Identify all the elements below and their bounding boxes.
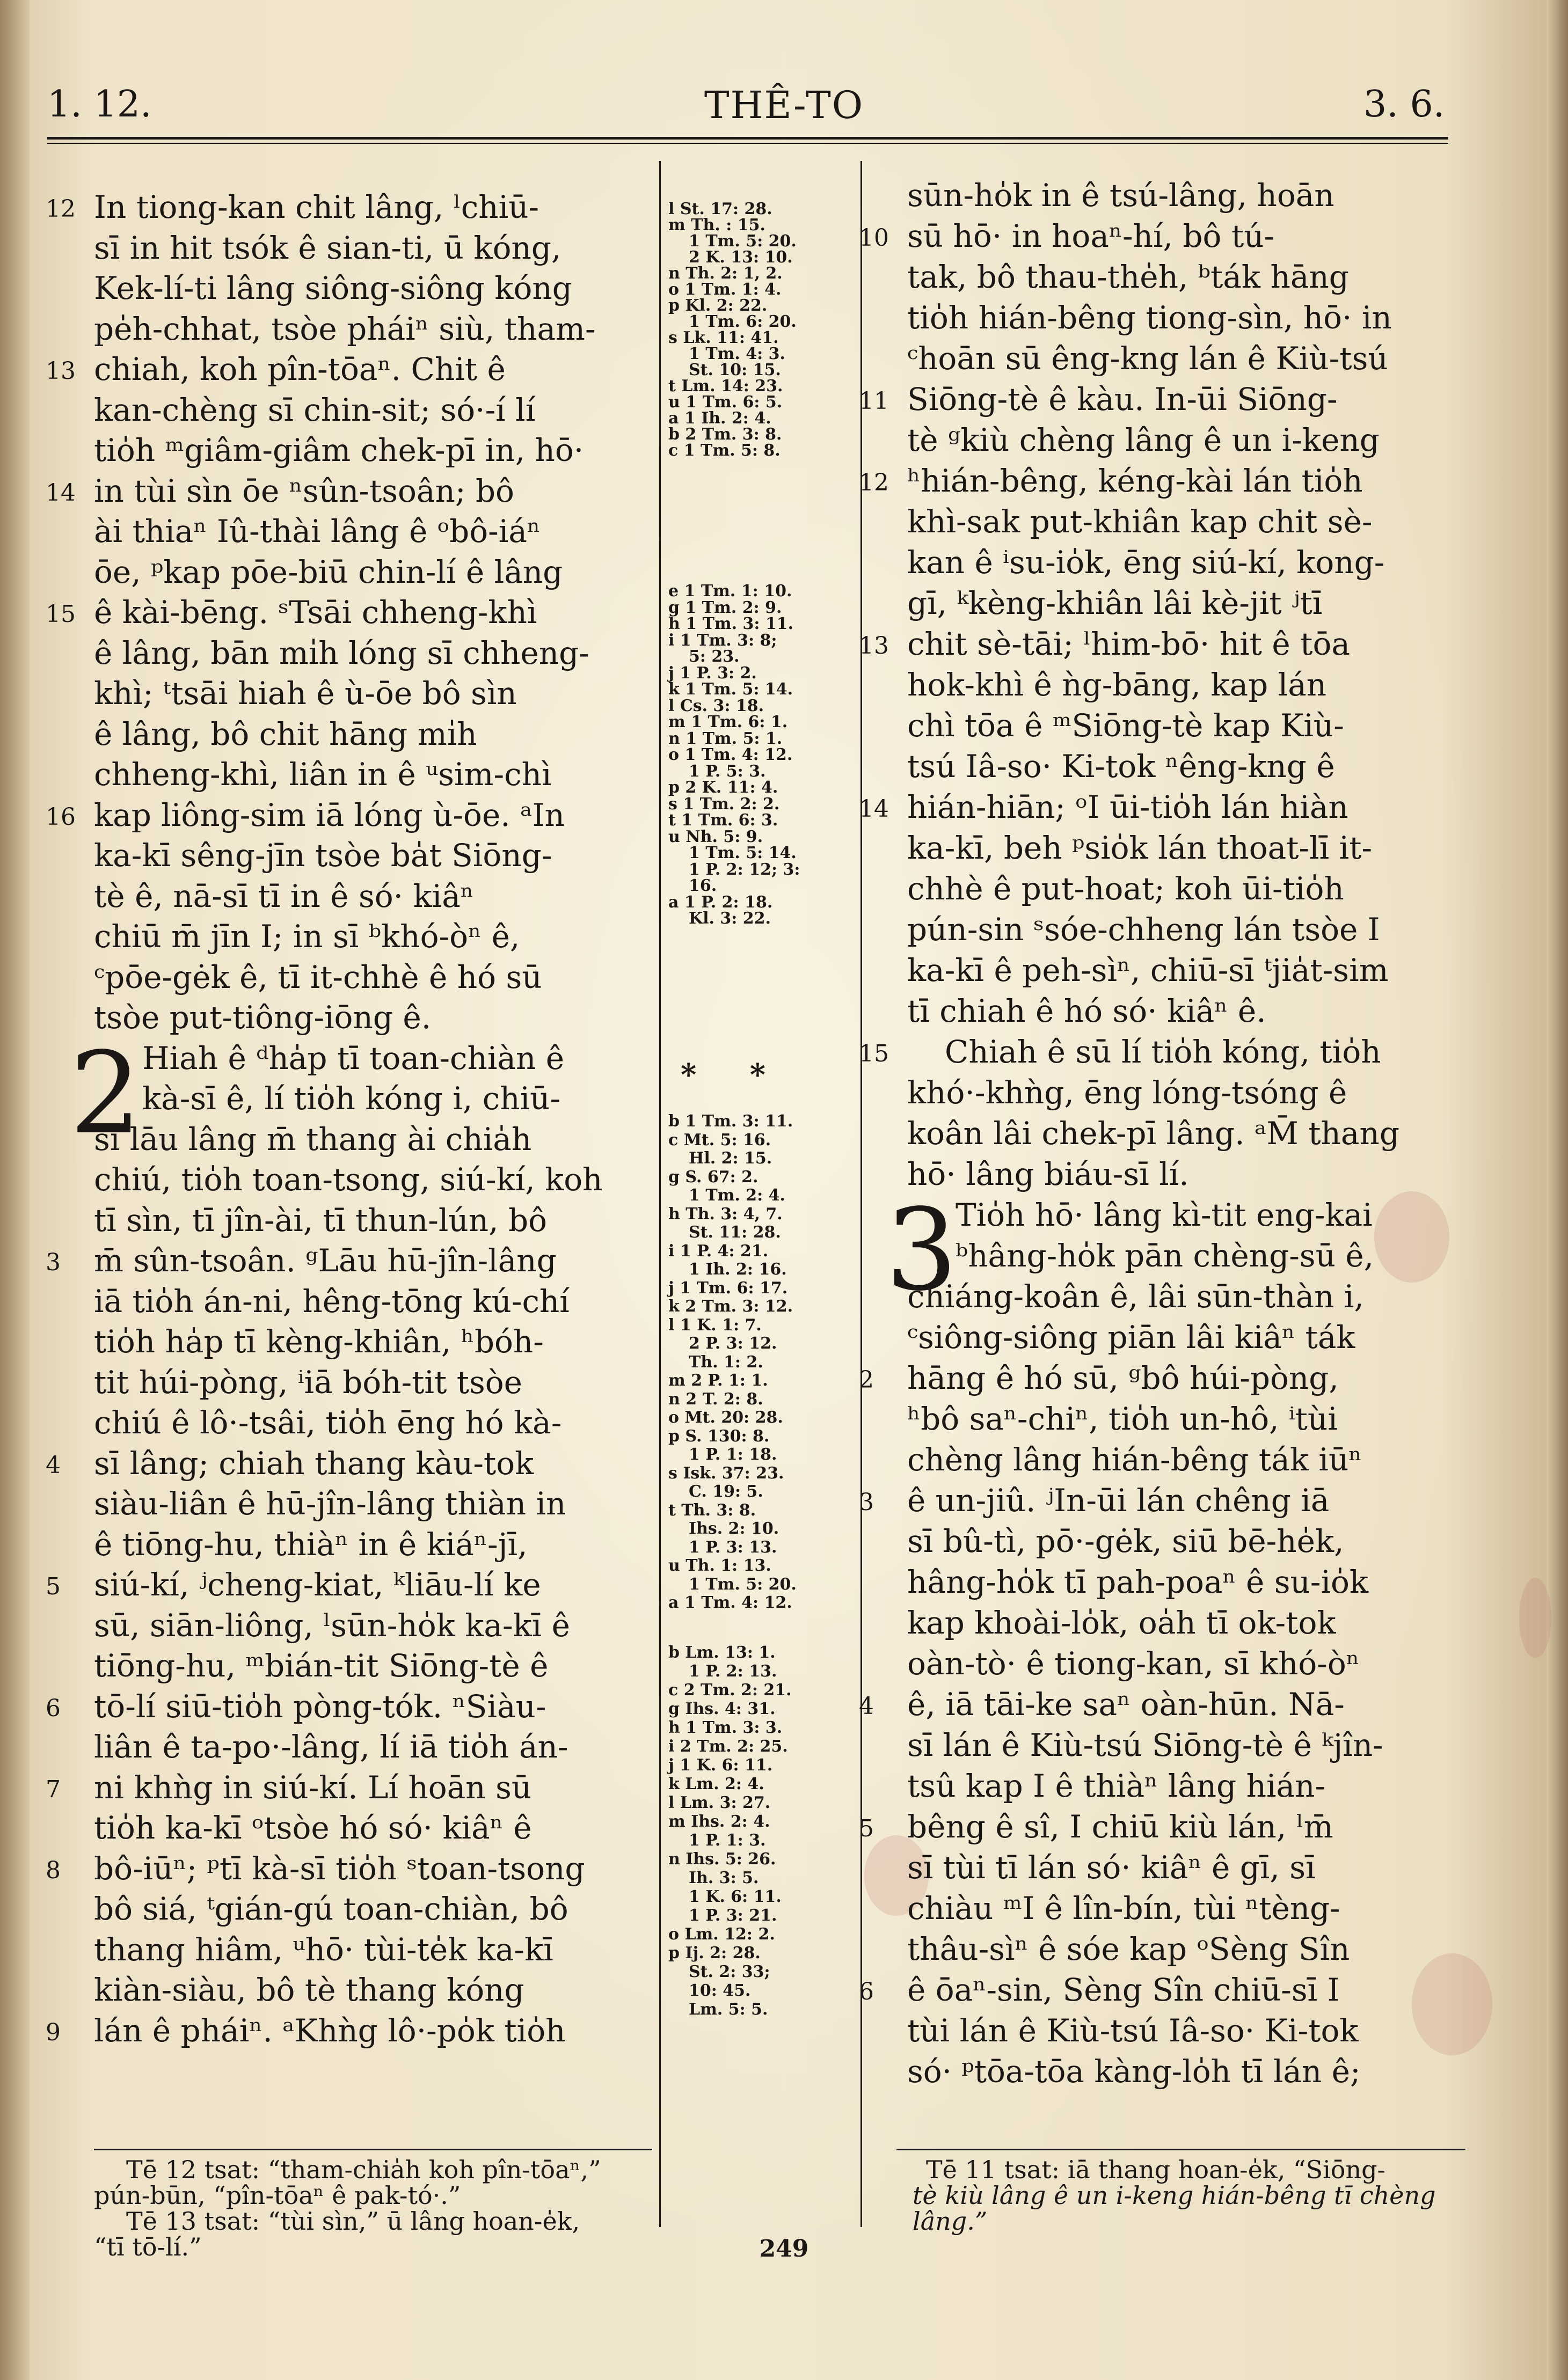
cross-reference: j 1 P. 3: 2.	[668, 663, 757, 683]
verse-text-line: ʰhián-bêng, kéng-kài lán tio̍h	[907, 463, 1363, 499]
verse-number: 15	[46, 601, 76, 628]
verse-number: 12	[46, 195, 76, 223]
cross-reference: l 1 K. 1: 7.	[668, 1315, 762, 1335]
cross-reference: 1 Tm. 5: 20.	[689, 232, 797, 251]
cross-reference: m 1 Tm. 6: 1.	[668, 713, 788, 731]
cross-reference: 1 P. 2: 13.	[689, 1662, 777, 1681]
column-rule-left	[659, 161, 661, 2227]
verse-text-line: chiú ê lô·-tsâi, tio̍h ēng hó kà-	[94, 1404, 562, 1441]
cross-reference: c Mt. 5: 16.	[668, 1130, 771, 1149]
verse-text-line: liân ê ta-po·-lâng, lí iā tio̍h án-	[94, 1729, 568, 1765]
verse-number: 16	[46, 803, 76, 831]
verse-text-line: sī in hit tsók ê sian-ti, ū kóng,	[94, 229, 561, 266]
verse-text-line: hok-khì ê ǹg-bāng, kap lán	[907, 667, 1327, 703]
verse-text-line: chiáng-koân ê, lâi sūn-thàn i,	[907, 1278, 1364, 1315]
cross-reference: s Isk. 37: 23.	[668, 1463, 784, 1483]
verse-text-line: tio̍h ka-kī ᵒtsòe hó só· kiâⁿ ê	[94, 1810, 532, 1846]
verse-text-line: khì-sak put-khiân kap chit sè-	[907, 503, 1373, 540]
cross-reference: l Cs. 3: 18.	[668, 696, 764, 715]
verse-number: 14	[859, 795, 889, 823]
verse-text-line: oàn-tò· ê tiong-kan, sī khó-òⁿ	[907, 1645, 1360, 1682]
cross-reference: b 2 Tm. 3: 8.	[668, 425, 782, 444]
cross-reference: 1 P. 5: 3.	[689, 761, 766, 781]
footnote-line: Tē 13 tsat: “tùi sìn,” ū lâng hoan-e̍k,	[126, 2207, 580, 2236]
verse-text-line: tio̍h hián-bêng tiong-sìn, hō· in	[907, 299, 1392, 336]
cross-reference: St. 2: 33;	[689, 1962, 770, 1981]
verse-text-line: tsú Iâ-so· Ki-tok ⁿêng-kng ê	[907, 748, 1335, 785]
verse-text-line: sī lāu lâng m̄ thang ài chia̍h	[94, 1121, 532, 1158]
cross-reference: Kl. 3: 22.	[689, 909, 771, 928]
cross-reference: j 1 Tm. 6: 17.	[668, 1278, 788, 1298]
verse-text-line: tio̍h ᵐgiâm-giâm chek-pī in, hō·	[94, 432, 584, 468]
footnote-rule-left	[94, 2149, 652, 2150]
verse-number: 9	[46, 2018, 61, 2046]
verse-text-line: sī lâng; chiah thang kàu-tok	[94, 1445, 534, 1482]
verse-text-line: ka-kī ê peh-sìⁿ, chiū-sī ᵗjia̍t-sim	[907, 952, 1389, 988]
cross-reference: c 1 Tm. 5: 8.	[668, 441, 781, 460]
verse-text-line: chit sè-tāi; ˡhim-bō· hit ê tōa	[907, 626, 1350, 662]
footnote-line: tè kiù lâng ê un i-keng hián-bêng tī chèng	[913, 2181, 1436, 2210]
verse-text-line: khì; ᵗtsāi hiah ê ù-ōe bô sìn	[94, 675, 517, 712]
verse-text-line: ê lâng, bô chit hāng mi̍h	[94, 715, 477, 752]
cross-reference: c 2 Tm. 2: 21.	[668, 1681, 792, 1700]
verse-text-line: ê lâng, bān mi̍h lóng sī chheng-	[94, 634, 589, 671]
verse-text-line: bêng ê sî, I chiū kiù lán, ˡm̄	[907, 1808, 1333, 1845]
verse-number: 5	[859, 1815, 874, 1842]
cross-reference: 1 Tm. 4: 3.	[689, 345, 785, 363]
footnote-line: Tē 11 tsat: iā thang hoan-e̍k, “Siōng-	[926, 2155, 1386, 2184]
verse-text-line: ᶜpōe-gėk ê, tī it-chhè ê hó sū	[94, 958, 542, 995]
verse-text-line: bô-iūⁿ; ᵖtī kà-sī tio̍h ˢtoan-tsong	[94, 1850, 585, 1887]
header-rule-thin	[47, 143, 1448, 144]
cross-reference: 1 P. 1: 3.	[689, 1831, 766, 1850]
verse-text-line: tit húi-pòng, ⁱiā bóh-tit tsòe	[94, 1364, 523, 1401]
verse-text-line: sūn-ho̍k in ê tsú-lâng, hoān	[907, 177, 1334, 214]
verse-number: 15	[859, 1040, 889, 1067]
verse-text-line: ᵇhâng-ho̍k pān chèng-sū ê,	[956, 1237, 1374, 1274]
verse-text-line: só· ᵖtōa-tōa kàng-lo̍h tī lán ê;	[907, 2053, 1361, 2090]
cross-reference: 1 Ih. 2: 16.	[689, 1260, 787, 1279]
verse-text-line: ê, iā tāi-ke saⁿ oàn-hūn. Nā-	[907, 1686, 1345, 1723]
cross-reference: Ih. 3: 5.	[689, 1869, 759, 1887]
verse-number: 4	[859, 1693, 874, 1720]
verse-text-line: tùi lán ê Kiù-tsú Iâ-so· Ki-tok	[907, 2012, 1359, 2049]
cross-reference: 1 Tm. 6: 20.	[689, 312, 797, 331]
verse-number: 4	[46, 1451, 61, 1479]
verse-text-line: tè ê, nā-sī tī in ê só· kiâⁿ	[94, 877, 474, 914]
cross-reference: a 1 Ih. 2: 4.	[668, 409, 771, 428]
verse-text-line: in tùi sìn ōe ⁿsûn-tsoân; bô	[94, 472, 514, 509]
verse-text-line: ê tiōng-hu, thiàⁿ in ê kiáⁿ-jī,	[94, 1526, 528, 1563]
verse-number: 3	[859, 1489, 874, 1516]
verse-text-line: ʰbô saⁿ-chiⁿ, tio̍h un-hô, ⁱtùi	[907, 1401, 1338, 1437]
cross-reference: s Lk. 11: 41.	[668, 328, 779, 347]
verse-text-line: ka-kī sêng-jīn tsòe ba̍t Siōng-	[94, 837, 552, 874]
verse-text-line: bô siá, ᵗgián-gú toan-chiàn, bô	[94, 1891, 568, 1927]
cross-reference: u 1 Tm. 6: 5.	[668, 393, 783, 412]
cross-reference: k Lm. 2: 4.	[668, 1775, 764, 1793]
cross-reference: g S. 67: 2.	[668, 1167, 759, 1187]
cross-reference: n 2 T. 2: 8.	[668, 1389, 763, 1409]
verse-number: 11	[859, 387, 889, 415]
verse-text-line: kiàn-siàu, bô tè thang kóng	[94, 1972, 524, 2008]
verse-number: 10	[859, 224, 889, 252]
cross-reference: St. 11: 28.	[689, 1223, 781, 1242]
verse-text-line: chheng-khì, liân in ê ᵘsim-chì	[94, 756, 552, 793]
cross-reference: l St. 17: 28.	[668, 200, 772, 218]
cross-reference: Ihs. 2: 10.	[689, 1519, 779, 1538]
verse-text-line: chhè ê put-hoat; koh ūi-tio̍h	[907, 870, 1344, 907]
cross-reference: l Lm. 3: 27.	[668, 1793, 771, 1812]
verse-text-line: tī chiah ê hó só· kiâⁿ ê.	[907, 993, 1266, 1029]
verse-number: 8	[46, 1856, 61, 1884]
verse-text-line: hián-hiān; ᵒI ūi-tio̍h lán hiàn	[907, 789, 1348, 825]
verse-text-line: thang hiâm, ᵘhō· tùi-te̍k ka-kī	[94, 1931, 553, 1968]
verse-text-line: chiú, tio̍h toan-tsong, siú-kí, koh	[94, 1161, 603, 1198]
cross-reference: o Mt. 20: 28.	[668, 1408, 783, 1427]
verse-text-line: gī, ᵏkèng-khiân lâi kè-jit ʲtī	[907, 585, 1323, 621]
page-edge-left	[0, 0, 30, 2380]
cross-reference: j 1 K. 6: 11.	[668, 1756, 773, 1775]
header-rule	[47, 137, 1448, 140]
verse-text-line: tak, bô thau-the̍h, ᵇták hāng	[907, 259, 1349, 295]
verse-text-line: khó·-khǹg, ēng lóng-tsóng ê	[907, 1074, 1347, 1111]
verse-text-line: siàu-liân ê hū-jîn-lâng thiàn in	[94, 1485, 566, 1522]
verse-text-line: Kek-lí-ti lâng siông-siông kóng	[94, 270, 572, 306]
verse-text-line: hâng-ho̍k tī pah-poaⁿ ê su-io̍k	[907, 1564, 1369, 1600]
chapter-number: 3	[886, 1184, 958, 1316]
verse-text-line: kap liông-sim iā lóng ù-ōe. ᵃIn	[94, 796, 565, 833]
verse-text-line: chiah, koh pîn-tōaⁿ. Chit ê	[94, 351, 506, 387]
footnote-line: Tē 12 tsat: “tham-chia̍h koh pîn-tōaⁿ,”	[126, 2155, 601, 2184]
verse-text-line: ka-kī, beh ᵖsio̍k lán thoat-lī it-	[907, 830, 1373, 866]
cross-reference: p Ij. 2: 28.	[668, 1944, 761, 1962]
cross-reference: h Th. 3: 4, 7.	[668, 1204, 783, 1224]
cross-reference: e 1 Tm. 1: 10.	[668, 582, 792, 601]
verse-text-line: Tio̍h hō· lâng kì-tit eng-kai	[956, 1197, 1373, 1233]
verse-number: 6	[859, 1978, 874, 2005]
footnote-rule-right	[896, 2149, 1465, 2150]
cross-reference: 2 P. 3: 12.	[689, 1334, 777, 1353]
cross-reference: a 1 Tm. 4: 12.	[668, 1593, 792, 1612]
verse-text-line: pe̍h-chhat, tsòe pháiⁿ siù, tham-	[94, 310, 596, 347]
cross-reference: Th. 1: 2.	[689, 1352, 763, 1372]
page-number: 249	[759, 2235, 809, 2262]
verse-text-line: tiōng-hu, ᵐbián-tit Siōng-tè ê	[94, 1647, 549, 1684]
cross-reference: m 2 P. 1: 1.	[668, 1371, 768, 1390]
cross-reference: p Kl. 2: 22.	[668, 296, 768, 315]
verse-text-line: sī tùi tī lán só· kiâⁿ ê gī, sī	[907, 1849, 1316, 1886]
cross-reference: o 1 Tm. 4: 12.	[668, 745, 793, 764]
verse-text-line: Chiah ê sū lí tio̍h kóng, tio̍h	[945, 1034, 1381, 1070]
verse-text-line: ài thiaⁿ Iû-thài lâng ê ᵒbô-iáⁿ	[94, 513, 541, 550]
verse-text-line: ê kài-bēng. ˢTsāi chheng-khì	[94, 594, 537, 631]
cross-reference: 1 Tm. 2: 4.	[689, 1186, 785, 1205]
verse-text-line: Siōng-tè ê kàu. In-ūi Siōng-	[907, 381, 1338, 418]
cross-reference: 1 K. 6: 11.	[689, 1887, 782, 1906]
reference-separator: * *	[681, 1057, 787, 1093]
verse-text-line: chiū m̄ jīn I; in sī ᵇkhó-òⁿ ê,	[94, 918, 520, 955]
verse-text-line: sī bû-tì, pō·-gėk, siū bē-he̍k,	[907, 1523, 1344, 1559]
cross-reference: 1 Tm. 5: 20.	[689, 1575, 797, 1594]
paper-stain	[1374, 1191, 1449, 1283]
cross-reference: n 1 Tm. 5: 1.	[668, 729, 783, 748]
verse-text-line: ê ōaⁿ-sin, Sèng Sîn chiū-sī I	[907, 1972, 1340, 2008]
cross-reference: i 1 P. 4: 21.	[668, 1241, 769, 1261]
cross-reference: b Lm. 13: 1.	[668, 1643, 776, 1662]
cross-reference: g 1 Tm. 2: 9.	[668, 598, 782, 617]
footnote-line: pún-būn, “pîn-tōaⁿ ê pak-tó·.”	[94, 2181, 461, 2210]
verse-text-line: sū, siān-liông, ˡsūn-ho̍k ka-kī ê	[94, 1607, 570, 1644]
verse-text-line: chiàu ᵐI ê lîn-bín, tùi ⁿtèng-	[907, 1890, 1340, 1927]
cross-reference: t 1 Tm. 6: 3.	[668, 811, 778, 830]
verse-text-line: ᶜhoān sū êng-kng lán ê Kiù-tsú	[907, 340, 1388, 377]
cross-reference: m Th. : 15.	[668, 216, 765, 235]
verse-text-line: tsû kap I ê thiàⁿ lâng hián-	[907, 1768, 1326, 1804]
verse-text-line: ê un-jiû. ʲIn-ūi lán chêng iā	[907, 1482, 1330, 1519]
verse-text-line: lán ê pháiⁿ. ᵃKhǹg lô·-po̍k tio̍h	[94, 2012, 566, 2049]
cross-reference: Lm. 5: 5.	[689, 2000, 768, 2019]
verse-number: 14	[46, 479, 76, 507]
cross-reference: p 2 K. 11: 4.	[668, 778, 778, 797]
cross-reference: u Th. 1: 13.	[668, 1556, 771, 1575]
cross-reference: 1 P. 3: 21.	[689, 1906, 777, 1925]
cross-reference: 2 K. 13: 10.	[689, 248, 793, 267]
cross-reference: b 1 Tm. 3: 11.	[668, 1112, 793, 1131]
cross-reference: o Lm. 12: 2.	[668, 1925, 775, 1944]
cross-reference: 1 P. 2: 12; 3:	[689, 860, 800, 879]
verse-text-line: tī sìn, tī jîn-ài, tī thun-lún, bô	[94, 1202, 548, 1239]
verse-text-line: koân lâi chek-pī lâng. ᵃM̄ thang	[907, 1115, 1399, 1152]
paper-stain	[1412, 1953, 1492, 2055]
verse-text-line: tio̍h ha̍p tī kèng-khiân, ʰbóh-	[94, 1323, 544, 1360]
verse-text-line: chì tōa ê ᵐSiōng-tè kap Kiù-	[907, 707, 1344, 744]
verse-text-line: ni khǹg in siú-kí. Lí hoān sū	[94, 1769, 532, 1806]
cross-reference: s 1 Tm. 2: 2.	[668, 794, 780, 814]
cross-reference: 16.	[689, 876, 717, 895]
verse-text-line: chèng lâng hián-bêng ták iūⁿ	[907, 1441, 1362, 1478]
verse-number: 12	[859, 469, 889, 496]
cross-reference: o 1 Tm. 1: 4.	[668, 280, 782, 299]
cross-reference: g Ihs. 4: 31.	[668, 1700, 776, 1718]
verse-number: 13	[859, 632, 889, 660]
cross-reference: k 1 Tm. 5: 14.	[668, 680, 793, 699]
verse-text-line: sū hō· in hoaⁿ-hí, bô tú-	[907, 218, 1275, 254]
verse-text-line: kà-sī ê, lí tio̍h kóng i, chiū-	[142, 1080, 561, 1117]
verse-number: 5	[46, 1573, 61, 1600]
verse-number: 13	[46, 357, 76, 385]
cross-reference: Hl. 2: 15.	[689, 1149, 772, 1168]
cross-reference: h 1 Tm. 3: 3.	[668, 1718, 783, 1737]
verse-text-line: kan-chèng sī chin-sit; só·-í lí	[94, 391, 536, 428]
cross-reference: 5: 23.	[689, 647, 740, 666]
verse-text-line: kan ê ⁱsu-io̍k, ēng siú-kí, kong-	[907, 544, 1385, 581]
verse-text-line: m̄ sûn-tsoân. ᵍLāu hū-jîn-lâng	[94, 1242, 557, 1279]
cross-reference: u Nh. 5: 9.	[668, 827, 763, 846]
cross-reference: p S. 130: 8.	[668, 1426, 770, 1446]
running-header-right: 3. 6.	[1363, 83, 1445, 126]
verse-number: 3	[46, 1249, 61, 1276]
paper-stain	[1519, 1578, 1551, 1658]
running-header-left: 1. 12.	[47, 83, 152, 126]
verse-text-line: kap khoài-lo̍k, oa̍h tī ok-tok	[907, 1605, 1336, 1641]
verse-text-line: pún-sin ˢsóe-chheng lán tsòe I	[907, 911, 1380, 948]
verse-number: 7	[46, 1775, 61, 1803]
verse-text-line: sī lán ê Kiù-tsú Siōng-tè ê ᵏjîn-	[907, 1727, 1383, 1763]
cross-reference: t Lm. 14: 23.	[668, 377, 783, 396]
verse-number: 2	[859, 1366, 874, 1394]
verse-text-line: tè ᵍkiù chèng lâng ê un i-keng	[907, 422, 1380, 458]
cross-reference: St. 10: 15.	[689, 361, 781, 379]
cross-reference: 1 P. 1: 18.	[689, 1445, 777, 1464]
cross-reference: n Th. 2: 1, 2.	[668, 264, 783, 283]
cross-reference: k 2 Tm. 3: 12.	[668, 1297, 793, 1316]
running-header-title: THÊ-TO	[704, 83, 864, 127]
cross-reference: 10: 45.	[689, 1981, 751, 2000]
cross-reference: i 1 Tm. 3: 8;	[668, 631, 777, 650]
verse-text-line: thâu-sìⁿ ê sóe kap ᵒSèng Sîn	[907, 1931, 1350, 1967]
footnote-line: “tī tō-lí.”	[94, 2232, 202, 2261]
verse-text-line: In tiong-kan chit lâng, ˡchiū-	[94, 189, 539, 225]
verse-text-line: tsòe put-tiông-iōng ê.	[94, 999, 432, 1036]
verse-text-line: ᶜsiông-siông piān lâi kiâⁿ ták	[907, 1319, 1355, 1356]
cross-reference: C. 19: 5.	[689, 1482, 763, 1501]
verse-text-line: Hiah ê ᵈha̍p tī toan-chiàn ê	[142, 1039, 565, 1077]
footnote-line: lâng.”	[913, 2207, 988, 2236]
chapter-number: 2	[70, 1027, 142, 1159]
cross-reference: t Th. 3: 8.	[668, 1500, 756, 1520]
cross-reference: a 1 P. 2: 18.	[668, 892, 773, 912]
cross-reference: n Ihs. 5: 26.	[668, 1850, 776, 1869]
cross-reference: 1 P. 3: 13.	[689, 1537, 777, 1557]
verse-text-line: siú-kí, ʲcheng-kiat, ᵏliāu-lí ke	[94, 1566, 541, 1603]
verse-number: 6	[46, 1694, 61, 1722]
page-edge-right	[1547, 0, 1568, 2380]
cross-reference: 1 Tm. 5: 14.	[689, 844, 797, 862]
verse-text-line: tō-lí siū-tio̍h pòng-tók. ⁿSiàu-	[94, 1688, 546, 1725]
cross-reference: m Ihs. 2: 4.	[668, 1812, 770, 1831]
verse-text-line: ōe, ᵖkap pōe-biū chin-lí ê lâng	[94, 553, 563, 590]
verse-text-line: hō· lâng biáu-sī lí.	[907, 1156, 1189, 1192]
verse-text-line: iā tio̍h án-ni, hêng-tōng kú-chí	[94, 1283, 570, 1320]
cross-reference: h 1 Tm. 3: 11.	[668, 614, 794, 633]
cross-reference: i 2 Tm. 2: 25.	[668, 1737, 788, 1756]
verse-text-line: hāng ê hó sū, ᵍbô húi-pòng,	[907, 1360, 1339, 1396]
